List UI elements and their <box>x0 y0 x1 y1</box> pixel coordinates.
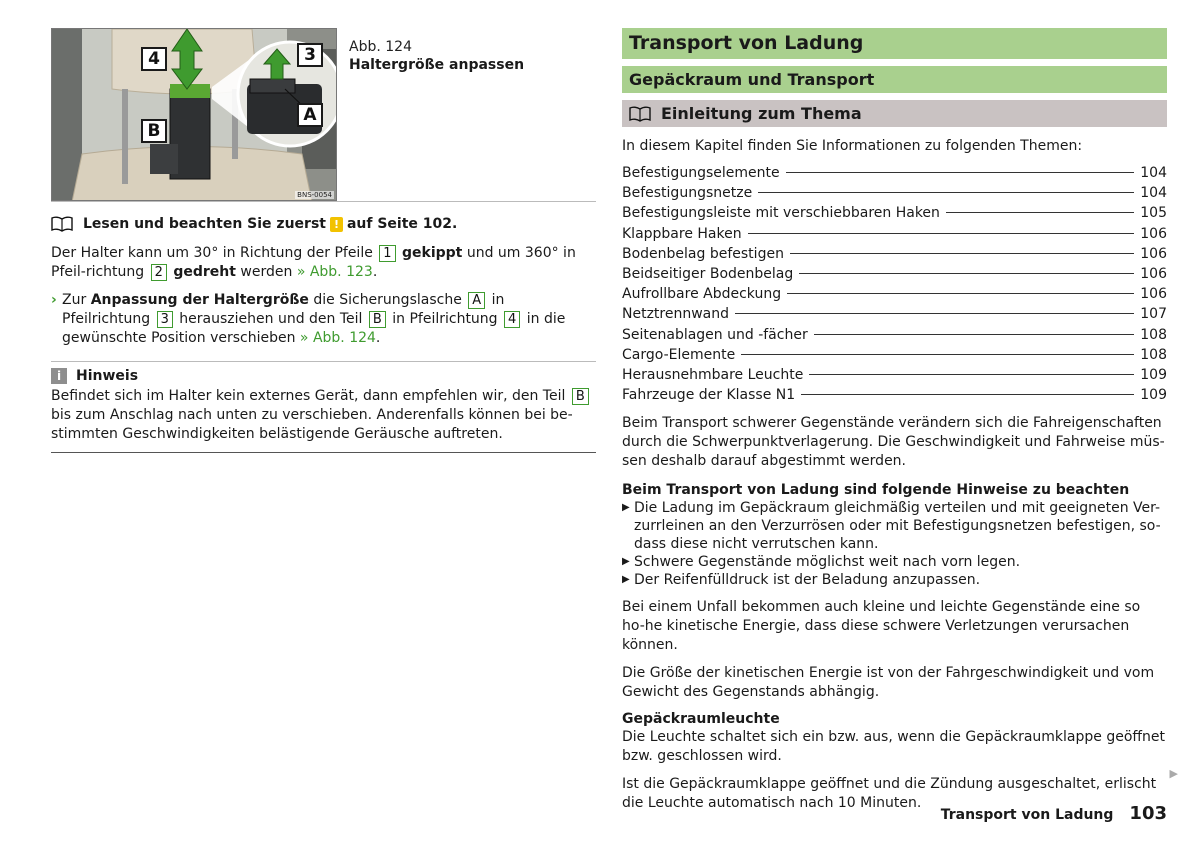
bold-text: Anpassung der Haltergröße <box>90 292 309 308</box>
figure-reference-link[interactable]: » Abb. 123 <box>296 264 373 280</box>
paragraph: Beim Transport schwerer Gegenstände verändern sich die Fahreigenschaften durch die Schwerpunktverlagerung. Die Geschwindigkeit und Fahrweise müs-sen deshalb darauf abgestimmt werden. <box>622 415 1165 470</box>
figure-label-a: A <box>297 103 323 127</box>
section-heading: Gepäckraum und Transport <box>622 66 1167 93</box>
toc-entry[interactable] <box>622 244 1167 264</box>
text: bis zum Anschlag nach unten zu verschieben. Anderenfalls können bei be-stimmten Geschwindigkeiten belästigende Geräusche auftreten. <box>51 407 573 442</box>
toc-entry-title: Beidseitiger Bodenbelag <box>622 266 794 283</box>
text: in Pfeilrichtung <box>392 311 498 327</box>
paragraph: Ist die Gepäckraumklappe geöffnet und die Zündung ausgeschaltet, erlischt die Leuchte automatisch nach 10 Minuten. <box>622 776 1157 812</box>
toc-entry-page: 106 <box>1140 245 1167 262</box>
bold-text: gedreht <box>173 264 236 280</box>
toc-leader-line <box>814 334 1135 335</box>
toc-leader-line <box>946 212 1134 213</box>
bullet-triangle-icon: ▶ <box>622 502 630 514</box>
toc-entry-page: 104 <box>1140 185 1167 202</box>
holder-description <box>51 244 596 282</box>
number-box: 1 <box>379 245 395 262</box>
toc-entry-title: Befestigungsnetze <box>622 185 753 202</box>
subsection-heading <box>622 100 1167 127</box>
toc-entry-title: Klappbare Haken <box>622 225 742 242</box>
bullet-text: Der Reifenfülldruck ist der Beladung anzupassen. <box>634 572 981 589</box>
bullet-item <box>622 499 1167 553</box>
text: . <box>372 264 378 280</box>
book-icon <box>629 106 651 122</box>
figure-caption <box>349 28 524 201</box>
note-body <box>51 387 596 453</box>
toc-leader-line <box>790 253 1134 254</box>
toc-entry-title: Netztrennwand <box>622 306 730 323</box>
right-column <box>622 28 1167 813</box>
toc-entry[interactable] <box>622 304 1167 324</box>
toc-leader-line <box>809 374 1134 375</box>
toc-entry-title: Befestigungselemente <box>622 165 780 181</box>
left-column <box>51 28 596 453</box>
page-footer <box>941 803 1167 824</box>
toc-entry-title: Seitenablagen und -fächer <box>622 326 808 343</box>
chapter-heading: Transport von Ladung <box>622 28 1167 59</box>
toc-entry-title: Fahrzeuge der Klasse N1 <box>622 387 796 404</box>
text: in die gewünschte Position verschieben <box>62 311 566 346</box>
instruction-step <box>51 291 596 348</box>
toc-entry-page: 109 <box>1140 387 1167 404</box>
figure-label-b: B <box>141 119 167 143</box>
text: die Sicherungslasche <box>313 292 462 308</box>
number-box: 3 <box>157 311 173 328</box>
bullet-triangle-icon: ▶ <box>622 574 630 586</box>
toc-entry-page: 107 <box>1140 306 1167 323</box>
toc-leader-line <box>748 233 1135 234</box>
subsection-title: Einleitung zum Thema <box>661 104 862 123</box>
toc-entry[interactable] <box>622 345 1167 365</box>
toc-entry-title: Befestigungsleiste mit verschiebbaren Haken <box>622 205 940 222</box>
info-icon: i <box>51 368 67 384</box>
bold-text: gekippt <box>402 245 463 261</box>
figure-label-3: 3 <box>297 43 323 67</box>
toc-leader-line <box>741 354 1134 355</box>
bullet-item <box>622 553 1167 571</box>
toc-entry[interactable] <box>622 264 1167 284</box>
toc-entry-title: Bodenbelag befestigen <box>622 245 784 262</box>
toc-entry-page: 109 <box>1140 367 1167 384</box>
toc-leader-line <box>786 172 1135 173</box>
warning-icon: ! <box>330 217 343 232</box>
text: herausziehen und den Teil <box>179 311 363 327</box>
toc-entry-page: 105 <box>1140 205 1167 222</box>
bullet-list <box>622 499 1167 589</box>
toc-entry[interactable] <box>622 365 1167 385</box>
toc-entry[interactable] <box>622 385 1167 405</box>
text: und um 360° in Pfeil-richtung <box>51 245 576 280</box>
footer-chapter-title: Transport von Ladung <box>940 807 1114 823</box>
toc-leader-line <box>799 273 1134 274</box>
divider <box>51 201 596 202</box>
toc-entry-page: 104 <box>1140 165 1167 181</box>
toc-leader-line <box>801 394 1134 395</box>
note-heading <box>51 361 596 384</box>
read-note-text-after: auf Seite 102. <box>346 216 458 232</box>
toc-entry-page: 106 <box>1140 225 1167 242</box>
book-icon <box>51 216 73 232</box>
step-chevron-icon: › <box>51 292 57 308</box>
next-page-arrow-icon: ▶ <box>1169 767 1178 780</box>
figure-label-4: 4 <box>141 47 167 71</box>
bullet-triangle-icon: ▶ <box>622 556 630 568</box>
toc-leader-line <box>787 293 1134 294</box>
page-number: 103 <box>1129 803 1167 824</box>
intro-text: In diesem Kapitel finden Sie Informationen zu folgenden Themen: <box>622 138 1083 154</box>
toc-entry[interactable] <box>622 325 1167 345</box>
toc-entry-title: Herausnehmbare Leuchte <box>622 367 804 384</box>
number-box: 2 <box>151 264 167 281</box>
toc-entry[interactable] <box>622 183 1167 203</box>
toc-entry[interactable] <box>622 224 1167 244</box>
table-of-contents <box>622 163 1167 405</box>
text: Befindet sich im Halter kein externes Gerät, dann empfehlen wir, den Teil <box>51 388 566 404</box>
figure-row <box>51 28 596 201</box>
text: Der Halter kann um 30° in Richtung der Pfeile <box>51 245 373 261</box>
figure-id: BNS-0054 <box>297 191 332 199</box>
bullet-item <box>622 571 1167 589</box>
paragraph: Bei einem Unfall bekommen auch kleine und leichte Gegenstände eine so ho-he kinetische Energie, dass diese schwere Verletzungen verursachen können. <box>622 599 1141 654</box>
headrest-holder-illustration <box>52 29 337 201</box>
toc-entry[interactable] <box>622 203 1167 223</box>
toc-leader-line <box>735 313 1134 314</box>
figure-title: Haltergröße anpassen <box>349 57 525 73</box>
toc-entry-page: 108 <box>1140 326 1167 343</box>
toc-entry-title: Cargo-Elemente <box>622 346 736 363</box>
toc-entry[interactable] <box>622 163 1167 183</box>
text: in Pfeilrichtung <box>62 292 505 327</box>
bullet-text: Schwere Gegenstände möglichst weit nach vorn legen. <box>634 554 1021 571</box>
paragraph: Die Leuchte schaltet sich ein bzw. aus, wenn die Gepäckraumklappe geöffnet bzw. geschlossen wird. <box>622 729 1166 765</box>
letter-box: A <box>468 292 485 309</box>
letter-box: B <box>572 388 589 405</box>
toc-leader-line <box>758 192 1134 193</box>
figure-image <box>51 28 337 201</box>
read-first-note <box>51 216 596 232</box>
text: . <box>375 330 381 346</box>
toc-entry-page: 106 <box>1140 286 1167 303</box>
number-box: 4 <box>504 311 520 328</box>
figure-number: Abb. 124 <box>349 39 412 55</box>
letter-box: B <box>369 311 386 328</box>
text: werden <box>240 264 293 280</box>
note-title: Hinweis <box>76 368 139 384</box>
paragraph: Die Größe der kinetischen Energie ist von der Fahrgeschwindigkeit und vom Gewicht des Gegenstands abhängig. <box>622 665 1155 701</box>
sub-heading: Gepäckraumleuchte <box>622 711 780 728</box>
text: Zur <box>62 292 87 308</box>
toc-entry[interactable] <box>622 284 1167 304</box>
toc-entry-page: 108 <box>1140 346 1167 363</box>
toc-entry-page: 106 <box>1140 266 1167 283</box>
bullet-text: Die Ladung im Gepäckraum gleichmäßig verteilen und mit geeigneten Ver-zurrleinen an den Verzurrösen oder mit Befestigungsnetzen befestigen, so-dass diese nicht verrutschen kann. <box>634 500 1161 553</box>
toc-entry-title: Aufrollbare Abdeckung <box>622 286 782 303</box>
figure-reference-link[interactable]: » Abb. 124 <box>299 330 376 346</box>
bold-heading: Beim Transport von Ladung sind folgende Hinweise zu beachten <box>622 482 1130 499</box>
read-note-text-before: Lesen und beachten Sie zuerst <box>83 216 326 232</box>
